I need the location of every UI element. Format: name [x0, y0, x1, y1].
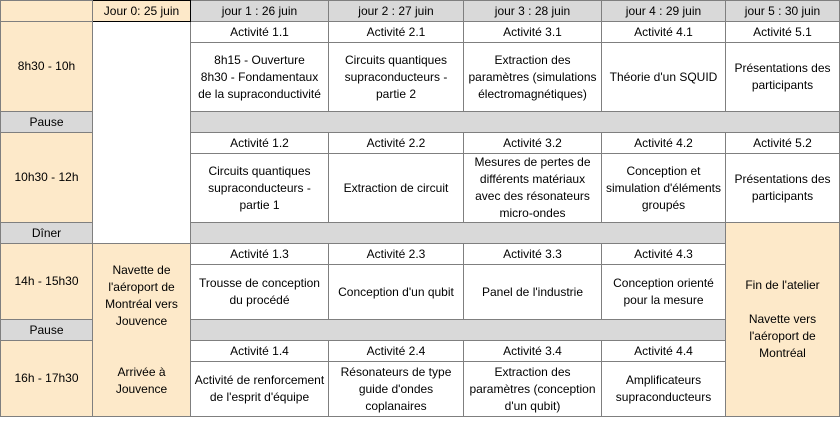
activity-3-3-label: Activité 3.3 — [464, 244, 602, 265]
header-day5: jour 5 : 30 juin — [726, 1, 840, 22]
activity-1-3-label: Activité 1.3 — [191, 244, 329, 265]
activity-4-2-label: Activité 4.2 — [602, 133, 726, 154]
activity-3-1-label: Activité 3.1 — [464, 22, 602, 43]
activity-4-1-content: Théorie d'un SQUID — [602, 43, 726, 112]
activity-2-3-content: Conception d'un qubit — [329, 265, 464, 320]
pause1-label: Pause — [1, 112, 93, 133]
day5-end-cell — [726, 223, 840, 417]
activity-1-4-content: Activité de renforcement de l'esprit d'équipe — [191, 362, 329, 417]
lunch-bar — [191, 223, 726, 244]
day5-end-title: Fin de l'atelier — [745, 278, 820, 292]
day5-shuttle: Navette vers l'aéroport de Montréal — [748, 312, 817, 360]
pause2-label: Pause — [1, 320, 93, 341]
activity-1-2-content: Circuits quantiques supraconducteurs - partie 1 — [191, 154, 329, 223]
activity-1-4-label: Activité 1.4 — [191, 341, 329, 362]
activity-3-2-content: Mesures de pertes de différents matériaux avec des résonateurs micro-ondes — [464, 154, 602, 223]
header-row — [1, 1, 840, 22]
day0-morning-empty — [93, 22, 191, 244]
session3-label-row — [1, 244, 840, 265]
day0-arrival: Arrivée à Jouvence — [115, 365, 168, 396]
header-day4: jour 4 : 29 juin — [602, 1, 726, 22]
activity-3-1-content: Extraction des paramètres (simulations électromagnétiques) — [464, 43, 602, 112]
header-day0: Jour 0: 25 juin — [93, 1, 191, 22]
activity-5-1-label: Activité 5.1 — [726, 22, 840, 43]
activity-2-1-label: Activité 2.1 — [329, 22, 464, 43]
activity-1-1-topic: 8h30 - Fondamentaux de la supraconductivité — [198, 69, 321, 101]
activity-5-2-label: Activité 5.2 — [726, 133, 840, 154]
activity-4-1-label: Activité 4.1 — [602, 22, 726, 43]
header-day2: jour 2 : 27 juin — [329, 1, 464, 22]
session1-label-row — [1, 22, 840, 43]
activity-3-3-content: Panel de l'industrie — [464, 265, 602, 320]
time-14h: 14h - 15h30 — [1, 244, 93, 320]
activity-4-4-content: Amplificateurs supraconducteurs — [602, 362, 726, 417]
header-corner — [1, 1, 93, 22]
activity-5-2-content: Présentations des participants — [726, 154, 840, 223]
activity-3-4-content: Extraction des paramètres (conception d'un qubit) — [464, 362, 602, 417]
lunch-label: Dîner — [1, 223, 93, 244]
activity-1-2-label: Activité 1.2 — [191, 133, 329, 154]
activity-2-4-label: Activité 2.4 — [329, 341, 464, 362]
time-10h30: 10h30 - 12h — [1, 133, 93, 223]
day0-shuttle: Navette de l'aéroport de Montréal vers Jouvence — [105, 263, 178, 328]
activity-2-3-label: Activité 2.3 — [329, 244, 464, 265]
activity-1-1-content — [191, 43, 329, 112]
activity-4-3-content: Conception orienté pour la mesure — [602, 265, 726, 320]
pause2-bar — [191, 320, 726, 341]
activity-1-3-content: Trousse de conception du procédé — [191, 265, 329, 320]
activity-4-4-label: Activité 4.4 — [602, 341, 726, 362]
activity-3-4-label: Activité 3.4 — [464, 341, 602, 362]
time-8h30: 8h30 - 10h — [1, 22, 93, 112]
header-day1: jour 1 : 26 juin — [191, 1, 329, 22]
activity-1-1-opening: 8h15 - Ouverture — [214, 52, 305, 67]
activity-3-2-label: Activité 3.2 — [464, 133, 602, 154]
activity-5-1-content: Présentations des participants — [726, 43, 840, 112]
activity-2-2-content: Extraction de circuit — [329, 154, 464, 223]
day0-afternoon-cell — [93, 244, 191, 417]
activity-2-2-label: Activité 2.2 — [329, 133, 464, 154]
activity-1-1-label: Activité 1.1 — [191, 22, 329, 43]
activity-4-2-content: Conception et simulation d'éléments groupés — [602, 154, 726, 223]
activity-2-4-content: Résonateurs de type guide d'ondes coplanaires — [329, 362, 464, 417]
header-day3: jour 3 : 28 juin — [464, 1, 602, 22]
activity-2-1-content: Circuits quantiques supraconducteurs - partie 2 — [329, 43, 464, 112]
time-16h: 16h - 17h30 — [1, 341, 93, 417]
pause1-bar — [191, 112, 840, 133]
activity-4-3-label: Activité 4.3 — [602, 244, 726, 265]
